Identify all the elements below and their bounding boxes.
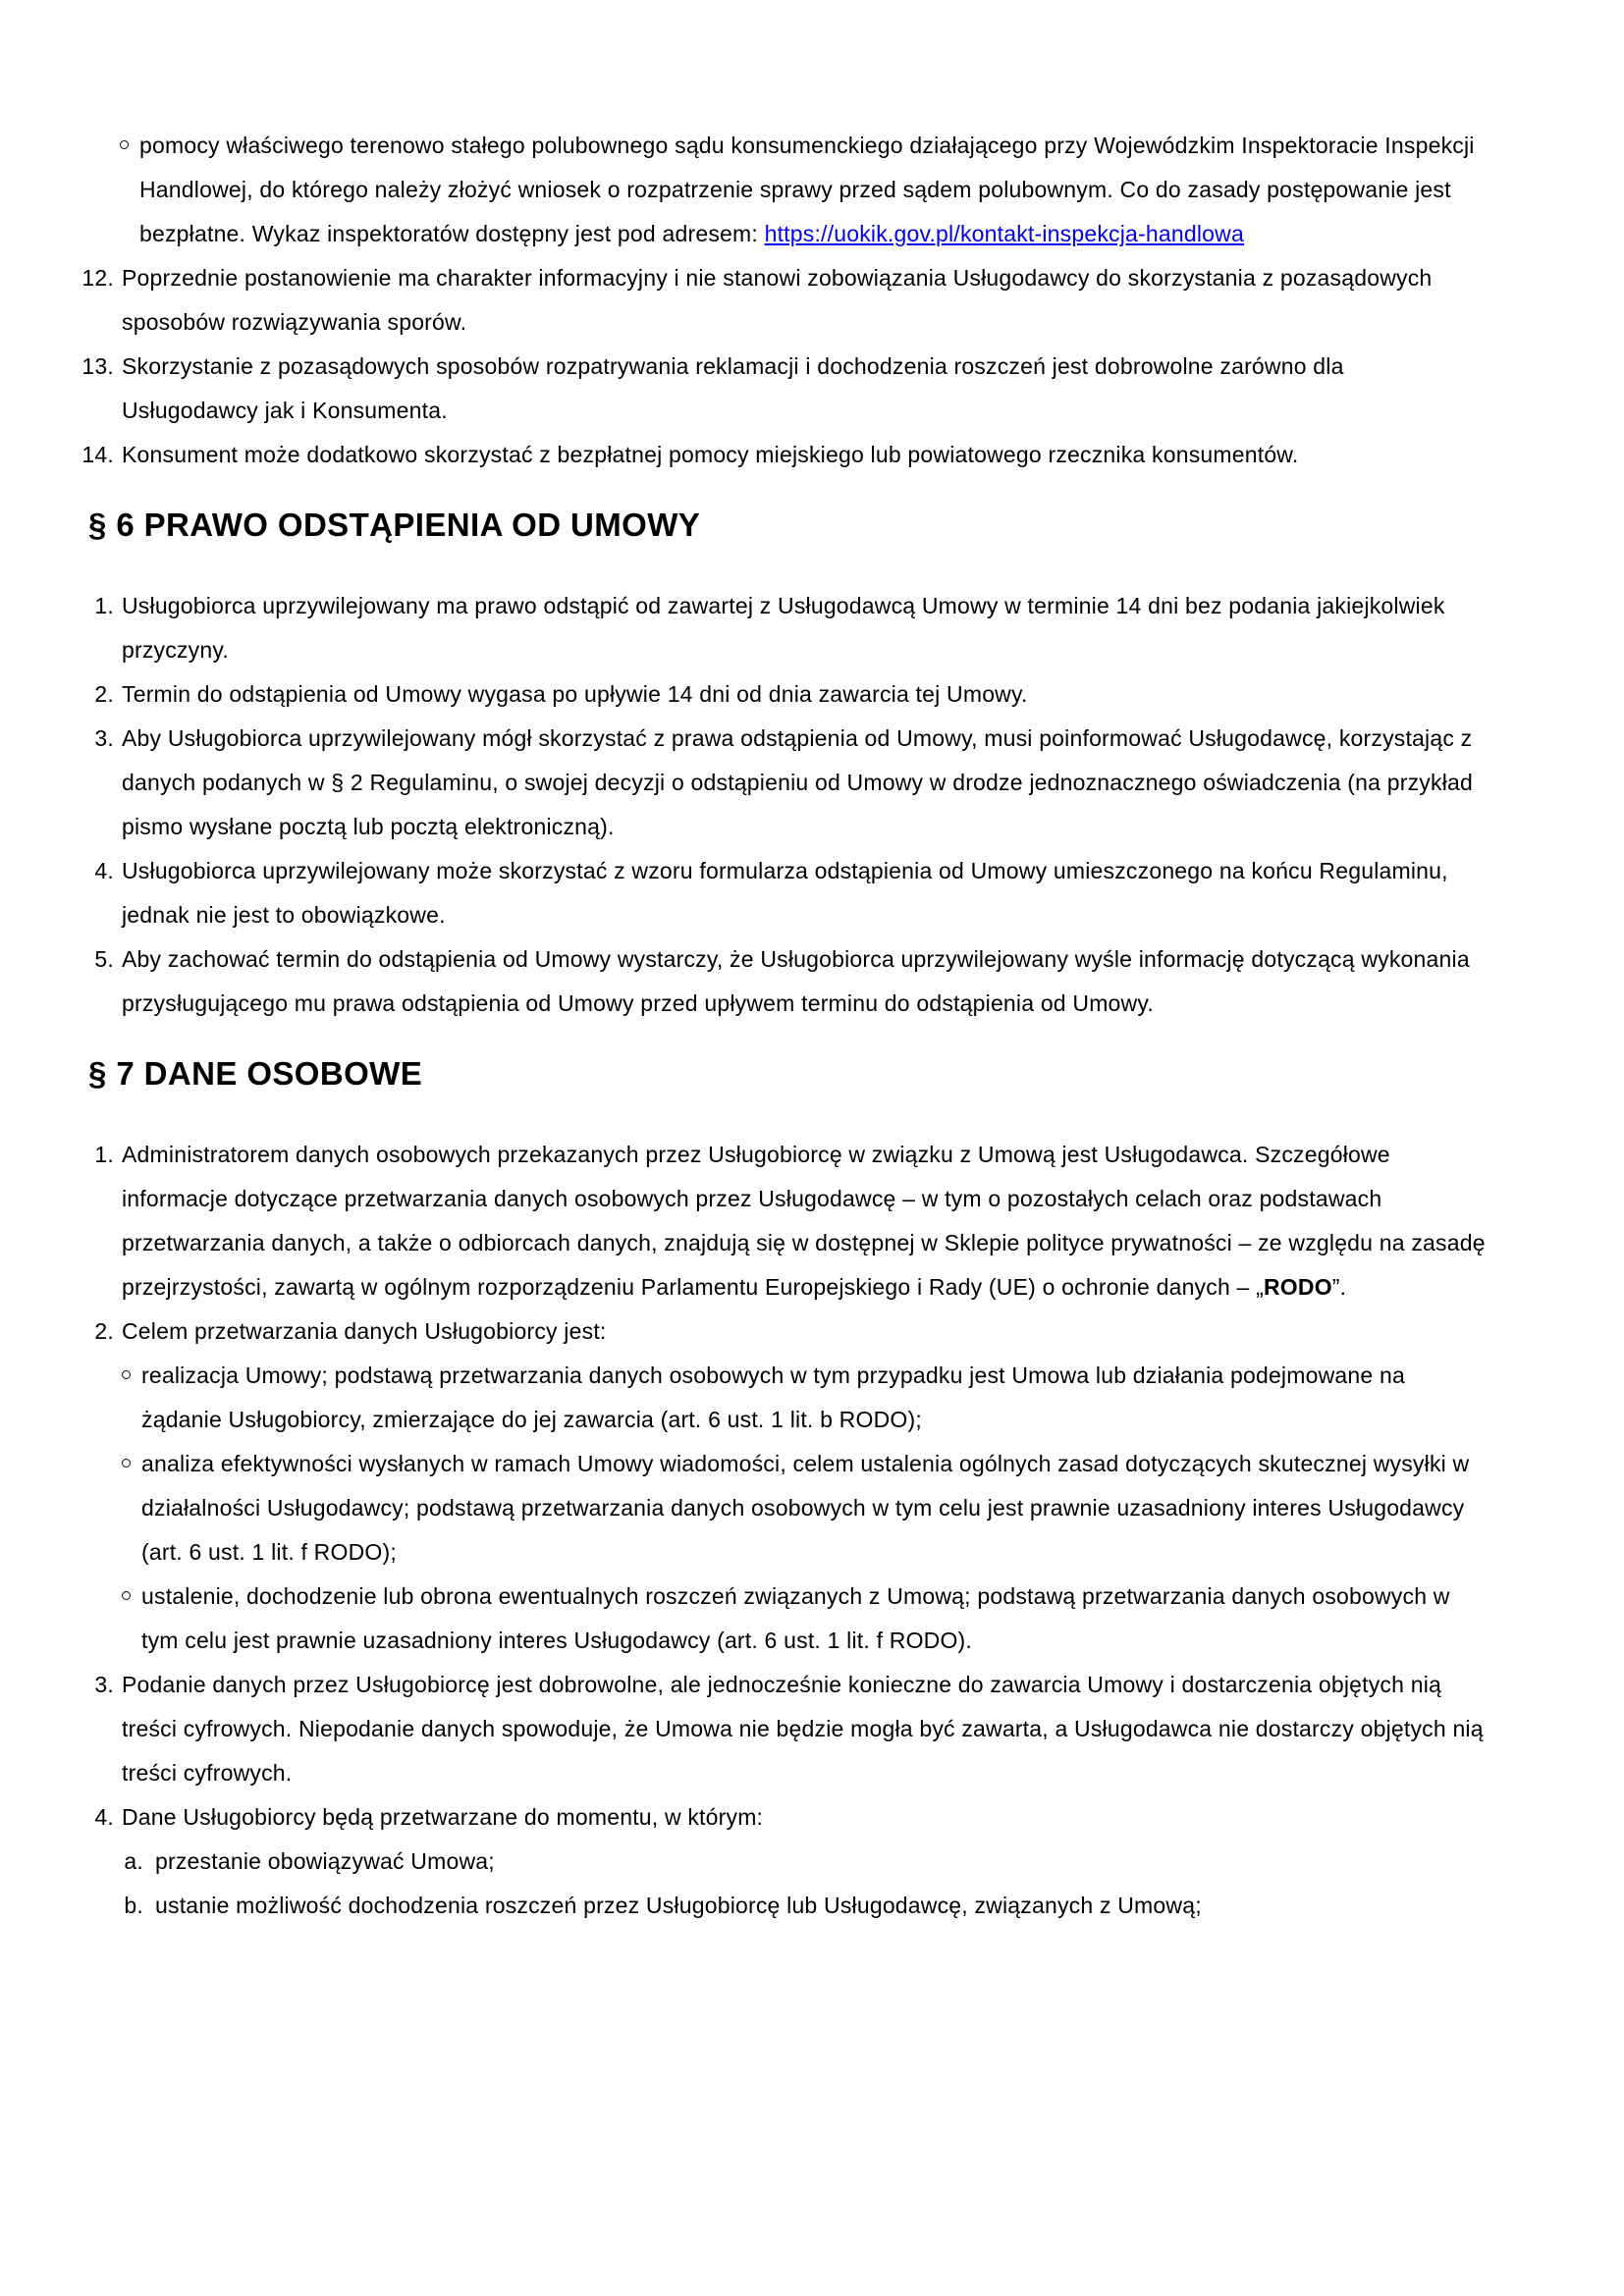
processing-purposes-bullet-list	[122, 1354, 1487, 1663]
numbered-list-item	[81, 433, 1487, 477]
lettered-list-item	[122, 1884, 1487, 1928]
bullet-item-text: ustalenie, dochodzenie lub obrona ewentualnych roszczeń związanych z Umową; podstawą przetwarzania danych osobowych w tym celu jest prawnie uzasadniony interes Usługodawcy (art. 6 ust. 1 lit. f RODO).	[141, 1583, 1450, 1653]
list-item-text	[122, 1309, 1487, 1663]
numbered-list-item	[81, 345, 1487, 433]
uokik-contact-link[interactable]: https://uokik.gov.pl/kontakt-inspekcja-handlowa	[764, 221, 1244, 246]
bullet-item-text: realizacja Umowy; podstawą przetwarzania danych osobowych w tym przypadku jest Umowa lub działania podejmowane na żądanie Usługobiorcy, zmierzające do jej zawarcia (art. 6 ust. 1 lit. b RODO);	[141, 1362, 1405, 1432]
lettered-item-text: przestanie obowiązywać Umowa;	[155, 1848, 495, 1874]
list-item-number: 2.	[94, 681, 114, 707]
list-item-number: 13.	[81, 353, 114, 379]
circle-bullet-icon	[122, 1442, 141, 1468]
list-item-text-run: Dane Usługobiorcy będą przetwarzane do momentu, w którym:	[122, 1804, 764, 1830]
numbered-list-item	[81, 1663, 1487, 1795]
numbered-list-item	[81, 1795, 1487, 1928]
list-item-number: 14.	[81, 442, 114, 467]
numbered-list-item	[81, 584, 1487, 672]
numbered-list-item	[81, 1309, 1487, 1663]
list-item-number: 4.	[94, 858, 114, 883]
list-item-number: 1.	[94, 1142, 114, 1167]
bullet-item-text	[139, 124, 1487, 256]
circle-bullet-icon	[122, 1354, 141, 1379]
dispute-resolution-bullet-list	[120, 124, 1487, 256]
list-item-number: 2.	[94, 1318, 114, 1344]
list-item-text: Usługobiorca uprzywilejowany może skorzystać z wzoru formularza odstąpienia od Umowy umieszczonego na końcu Regulaminu, jednak nie jest to obowiązkowe.	[122, 858, 1448, 928]
list-item-number: 3.	[94, 725, 114, 751]
circle-bullet-icon	[120, 124, 139, 149]
list-item-text: Podanie danych przez Usługobiorcę jest dobrowolne, ale jednocześnie konieczne do zawarcia Umowy i dostarczenia objętych nią treści cyfrowych. Niepodanie danych spowoduje, że Umowa nie będzie mogła być zawarta, a Usługodawca nie dostarczy objętych nią treści cyfrowych.	[122, 1672, 1484, 1786]
numbered-list-item	[81, 717, 1487, 849]
list-item-number: 1.	[94, 593, 114, 618]
numbered-list-item	[81, 937, 1487, 1026]
list-item-number: 4.	[94, 1804, 114, 1830]
section-7-numbered-list	[81, 1133, 1487, 1928]
bullet-list-item	[122, 1354, 1487, 1442]
list-item-text	[122, 1133, 1487, 1309]
complaints-numbered-list	[81, 256, 1487, 477]
list-item-text: Termin do odstąpienia od Umowy wygasa po upływie 14 dni od dnia zawarcia tej Umowy.	[122, 681, 1028, 707]
list-item-text-run: Celem przetwarzania danych Usługobiorcy jest:	[122, 1318, 607, 1344]
list-item-text	[122, 1795, 1487, 1928]
list-item-text: Poprzednie postanowienie ma charakter informacyjny i nie stanowi zobowiązania Usługodawcy do skorzystania z pozasądowych sposobów rozwiązywania sporów.	[122, 265, 1433, 335]
retention-lettered-list	[122, 1840, 1487, 1928]
numbered-list-item	[81, 672, 1487, 717]
bullet-list-item	[122, 1575, 1487, 1663]
list-item-text: Aby Usługobiorca uprzywilejowany mógł skorzystać z prawa odstąpienia od Umowy, musi poinformować Usługodawcę, korzystając z danych podanych w § 2 Regulaminu, o swojej decyzji o odstąpieniu od Umowy w drodze jednoznacznego oświadczenia (na przykład pismo wysłane pocztą lub pocztą elektroniczną).	[122, 725, 1473, 839]
lettered-item-text: ustanie możliwość dochodzenia roszczeń przez Usługobiorcę lub Usługodawcę, związanych z Umową;	[155, 1893, 1202, 1918]
bullet-item-text: analiza efektywności wysłanych w ramach Umowy wiadomości, celem ustalenia ogólnych zasad dotyczących skutecznej wysyłki w działalności Usługodawcy; podstawą przetwarzania danych osobowych w tym celu jest prawnie uzasadniony interes Usługodawcy (art. 6 ust. 1 lit. f RODO);	[141, 1451, 1470, 1565]
rodo-bold-term: RODO	[1263, 1274, 1332, 1300]
list-item-text: Aby zachować termin do odstąpienia od Umowy wystarczy, że Usługobiorca uprzywilejowany wyśle informację dotyczącą wykonania przysługującego mu prawa odstąpienia od Umowy przed upływem terminu do odstąpienia od Umowy.	[122, 946, 1470, 1016]
list-item-text: Konsument może dodatkowo skorzystać z bezpłatnej pomocy miejskiego lub powiatowego rzecznika konsumentów.	[122, 442, 1299, 467]
list-item-text-run: Administratorem danych osobowych przekazanych przez Usługobiorcę w związku z Umową jest Usługodawca. Szczegółowe informacje dotyczące przetwarzania danych osobowych przez Usługodawcę – w tym o pozostałych celach oraz podstawach przetwarzania danych, a także o odbiorcach danych, znajdują się w dostępnej w Sklepie polityce prywatności – ze względu na zasadę przejrzystości, zawartą w ogólnym rozporządzeniu Parlamentu Europejskiego i Rady (UE) o ochronie danych – „	[122, 1142, 1486, 1300]
circle-bullet-icon	[122, 1575, 141, 1600]
bullet-list-item	[122, 1442, 1487, 1575]
list-item-text: Usługobiorca uprzywilejowany ma prawo odstąpić od zawartej z Usługodawcą Umowy w terminie 14 dni bez podania jakiejkolwiek przyczyny.	[122, 593, 1445, 663]
numbered-list-item	[81, 849, 1487, 937]
list-item-text-run: ”.	[1331, 1274, 1347, 1300]
numbered-list-item	[81, 256, 1487, 345]
section-6-numbered-list	[81, 584, 1487, 1026]
section-7-heading: § 7 DANE OSOBOWE	[88, 1055, 423, 1092]
list-item-text: Skorzystanie z pozasądowych sposobów rozpatrywania reklamacji i dochodzenia roszczeń jest dobrowolne zarówno dla Usługodawcy jak i Konsumenta.	[122, 353, 1344, 423]
bullet-list-item	[120, 124, 1487, 256]
list-item-number: 5.	[94, 946, 114, 972]
list-item-number: 3.	[94, 1672, 114, 1697]
bullet-item-text-run: pomocy właściwego terenowo stałego polubownego sądu konsumenckiego działającego przy Wojewódzkim Inspektoracie Inspekcji Handlowej, do którego należy złożyć wniosek o rozpatrzenie sprawy przed sądem polubownym. Co do zasady postępowanie jest bezpłatne. Wykaz inspektoratów dostępny jest pod adresem:	[139, 133, 1475, 246]
list-item-number: 12.	[81, 265, 114, 291]
section-6-heading: § 6 PRAWO ODSTĄPIENIA OD UMOWY	[88, 507, 701, 543]
list-item-letter: b.	[124, 1893, 143, 1918]
numbered-list-item	[81, 1133, 1487, 1309]
list-item-letter: a.	[124, 1848, 143, 1874]
lettered-list-item	[122, 1840, 1487, 1884]
